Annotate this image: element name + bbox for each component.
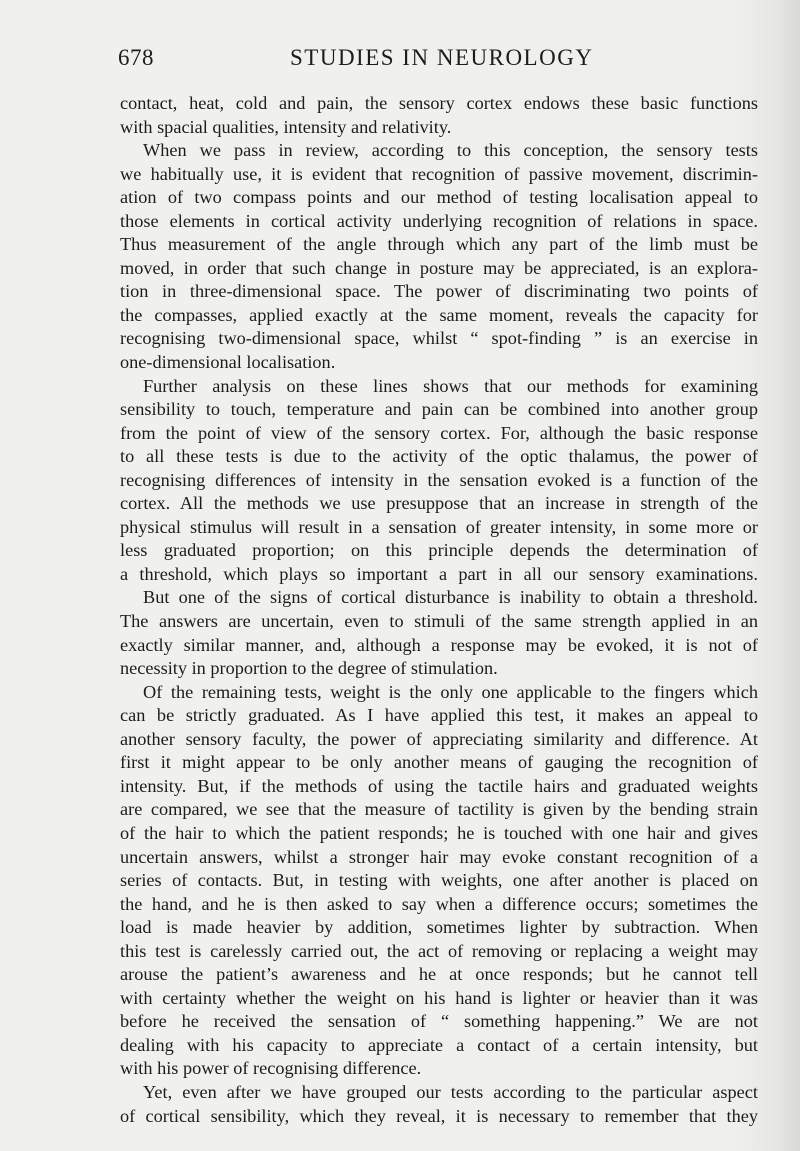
text-line: arouse the patient’s awareness and he at once responds; but he cannot tell (120, 964, 758, 985)
text-line: less graduated proportion; on this principle depends the determination of (120, 540, 758, 561)
text-line: to all these tests is due to the activity of the optic thalamus, the power of (120, 446, 758, 467)
text-line: load is made heavier by addition, sometimes lighter by subtraction. When (120, 917, 758, 938)
text-line: one-dimensional localisation. (120, 352, 336, 373)
page-header (118, 45, 758, 75)
text-line: Yet, even after we have grouped our tests according to the particular aspect (143, 1081, 758, 1102)
text-line: contact, heat, cold and pain, the sensory cortex endows these basic functions (120, 93, 758, 113)
text-line: necessity in proportion to the degree of stimulation. (120, 658, 498, 679)
text-line: first it might appear to be only another means of gauging the recognition of (120, 752, 758, 773)
text-line: When we pass in review, according to this conception, the sensory tests (143, 140, 758, 161)
text-line: the compasses, applied exactly at the same moment, reveals the capacity for (120, 304, 758, 325)
text-line: those elements in cortical activity underlying recognition of relations in space. (120, 210, 758, 231)
text-line: uncertain answers, whilst a stronger hair may evoke constant recognition of a (120, 846, 758, 867)
text-line: Of the remaining tests, weight is the only one applicable to the fingers which (143, 681, 758, 702)
text-line: physical stimulus will result in a sensation of greater intensity, in some more or (120, 516, 758, 537)
text-line: sensibility to touch, temperature and pain can be combined into another group (120, 399, 758, 420)
text-line: recognising two-dimensional space, whilst “ spot-finding ” is an exercise in (120, 328, 758, 349)
text-line: Thus measurement of the angle through which any part of the limb must be (120, 234, 758, 255)
text-line: a threshold, which plays so important a part in all our sensory examinations. (120, 563, 758, 584)
text-line: we habitually use, it is evident that recognition of passive movement, discrimin- (120, 163, 758, 184)
text-line: before he received the sensation of “ something happening.” We are not (120, 1011, 758, 1032)
text-line: from the point of view of the sensory cortex. For, although the basic response (120, 422, 758, 443)
text-line: ation of two compass points and our method of testing localisation appeal to (120, 187, 758, 208)
text-line: exactly similar manner, and, although a response may be evoked, it is not of (120, 634, 758, 655)
text-line: tion in three-dimensional space. The power of discriminating two points of (120, 281, 758, 302)
text-line: another sensory faculty, the power of appreciating similarity and difference. At (120, 728, 758, 749)
text-line: Further analysis on these lines shows that our methods for examining (143, 375, 758, 396)
text-line: can be strictly graduated. As I have applied this test, it makes an appeal to (120, 705, 758, 726)
text-line: moved, in order that such change in posture may be appreciated, is an explora- (120, 257, 758, 278)
text-line: of the hair to which the patient responds; he is touched with one hair and gives (120, 822, 758, 843)
text-line: The answers are uncertain, even to stimuli of the same strength applied in an (120, 611, 758, 632)
text-line: dealing with his capacity to appreciate a contact of a certain intensity, but (120, 1034, 758, 1055)
text-line: cortex. All the methods we use presuppose that an increase in strength of the (120, 493, 758, 514)
text-line: with his power of recognising difference. (120, 1058, 422, 1079)
text-line: series of contacts. But, in testing with weights, one after another is placed on (120, 870, 758, 891)
text-line: are compared, we see that the measure of tactility is given by the bending strain (120, 799, 758, 820)
text-line: with certainty whether the weight on his hand is lighter or heavier than it was (120, 987, 758, 1008)
text-line: the hand, and he is then asked to say when a difference occurs; sometimes the (120, 893, 758, 914)
text-line: of cortical sensibility, which they reveal, it is necessary to remember that they (120, 1105, 758, 1126)
text-line: intensity. But, if the methods of using the tactile hairs and graduated weights (120, 775, 758, 796)
text-line: with spacial qualities, intensity and relativity. (120, 116, 452, 137)
page-number: 678 (118, 45, 154, 70)
running-title: STUDIES IN NEUROLOGY (290, 45, 594, 70)
text-line: this test is carelessly carried out, the act of removing or replacing a weight may (120, 940, 758, 961)
body-text (120, 92, 758, 1128)
text-line: But one of the signs of cortical disturbance is inability to obtain a threshold. (143, 587, 758, 608)
text-line: recognising differences of intensity in the sensation evoked is a function of the (120, 469, 758, 490)
